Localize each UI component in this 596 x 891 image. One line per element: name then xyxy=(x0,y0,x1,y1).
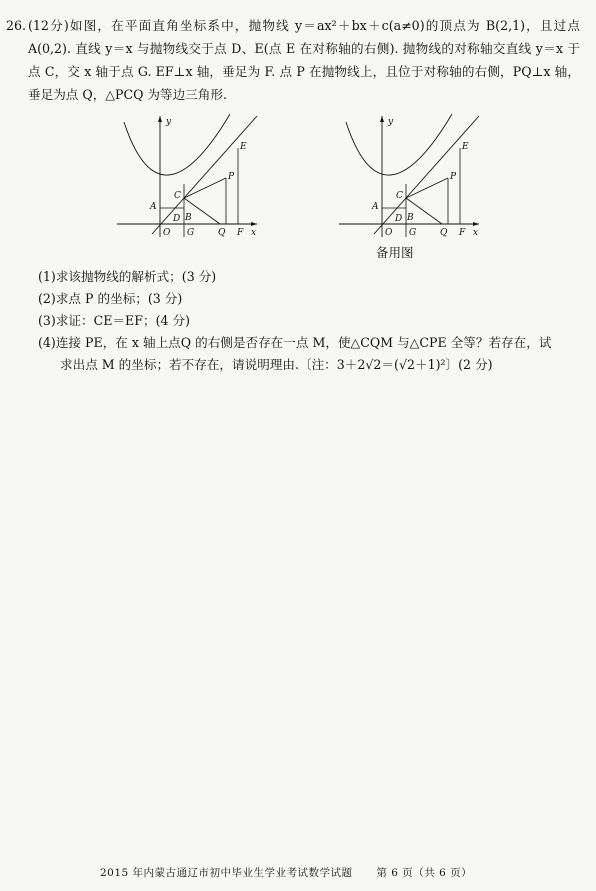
question-26 xyxy=(6,14,580,106)
label-f: F xyxy=(459,228,466,238)
backup-coordinate-graph xyxy=(334,112,484,242)
figure-caption: 备用图 xyxy=(376,245,414,260)
label-q: Q xyxy=(440,228,448,238)
label-y: y xyxy=(388,117,394,127)
main-figure xyxy=(112,112,262,242)
y-axis-arrow xyxy=(158,116,162,122)
label-p: P xyxy=(450,172,457,182)
label-b: B xyxy=(407,213,414,223)
label-e: E xyxy=(240,142,247,152)
segment-cp xyxy=(406,178,448,198)
label-a: A xyxy=(150,202,157,212)
footer-page-number: 第 6 页（共 6 页） xyxy=(376,867,473,879)
label-b: B xyxy=(185,213,192,223)
label-d: D xyxy=(173,214,181,224)
label-g: G xyxy=(187,228,195,238)
footer-exam-title: 2015 年内蒙古通辽市初中毕业生学业考试数学试题 xyxy=(100,867,353,879)
label-q: Q xyxy=(218,228,226,238)
question-number: 26. xyxy=(6,18,27,33)
label-x: x xyxy=(473,228,479,238)
x-axis-arrow xyxy=(473,222,479,226)
label-y: y xyxy=(166,117,172,127)
label-a: A xyxy=(372,202,379,212)
question-text: (12分)如图，在平面直角坐标系中，抛物线 y＝ax²＋bx＋c(a≠0)的顶点为 B(2,1)，且过点 A(0,2). 直线 y＝x 与抛物线交于点 D、E(点 E 在对称轴的右侧). 抛物线的对称轴交直线 y＝x 于点 C，交 x 轴于点 G. EF⊥x 轴，垂足为 F. 点 P 在抛物线上，且位于对称轴的右侧，PQ⊥x 轴，垂足为点 Q，△PCQ 为等边三角形. xyxy=(28,18,580,102)
label-f: F xyxy=(237,228,244,238)
question-parts xyxy=(38,266,583,376)
x-axis-arrow xyxy=(251,222,257,226)
part-4: (4)连接 PE，在 x 轴上点Q 的右侧是否存在一点 M，使△CQM 与△CPE 全等？若存在，试 xyxy=(38,335,552,350)
page-footer xyxy=(100,865,520,880)
label-e: E xyxy=(462,142,469,152)
parabola xyxy=(346,114,452,175)
segment-cp xyxy=(184,178,226,198)
figures xyxy=(112,112,492,262)
part-2: (2)求点 P 的坐标；(3 分) xyxy=(38,291,183,306)
label-o: O xyxy=(163,228,171,238)
parabola xyxy=(124,114,230,175)
backup-figure xyxy=(334,112,484,242)
y-axis-arrow xyxy=(380,116,384,122)
coordinate-graph xyxy=(112,112,262,242)
part-1: (1)求该抛物线的解析式；(3 分) xyxy=(38,269,217,284)
label-d: D xyxy=(395,214,403,224)
label-x: x xyxy=(251,228,257,238)
label-g: G xyxy=(409,228,417,238)
label-o: O xyxy=(385,228,393,238)
label-p: P xyxy=(228,172,235,182)
part-4-continued: 求出点 M 的坐标；若不存在，请说明理由.〔注：3＋2√2＝(√2＋1)²〕(2 分) xyxy=(60,357,493,372)
label-c: C xyxy=(396,191,403,201)
label-c: C xyxy=(174,191,181,201)
part-3: (3)求证：CE＝EF；(4 分) xyxy=(38,313,191,328)
